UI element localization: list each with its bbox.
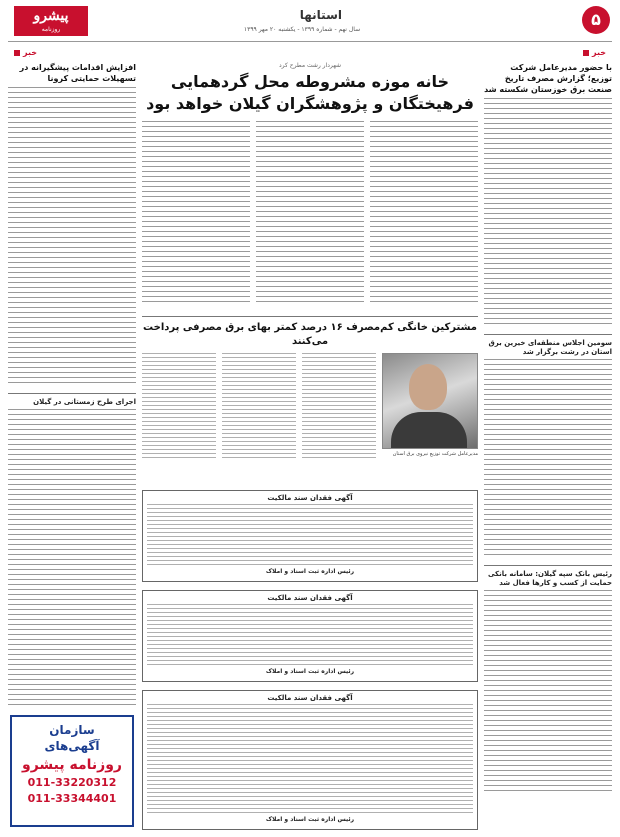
- legal-notice: [142, 490, 478, 582]
- article-body: [142, 353, 216, 461]
- main-headline: خانه موزه مشروطه محل گردهمایی فرهیختگان و پژوهشگران گیلان خواهد بود: [146, 72, 474, 113]
- notice-title: آگهی فقدان سند مالکیت: [267, 494, 353, 502]
- notice-signature: رئیس اداره ثبت اسناد و املاک: [265, 816, 355, 823]
- center-block: [142, 62, 478, 467]
- ad-phone-2: 011-33344401: [27, 792, 117, 805]
- issue-line: سال نهم - شماره ۱۳۹۹ - یکشنبه ۲۰ مهر ۱۳۹۹: [243, 26, 361, 33]
- right-column-notice-head: رئیس بانک سپه گیلان: سامانه بانکی حمایت از کسب و کارها فعال شد: [487, 570, 612, 587]
- right-column-subhead: سومین اجلاس منطقه‌ای خیرین برق استان در رشت برگزار شد: [488, 339, 612, 356]
- portrait-photo: [382, 353, 478, 449]
- ad-line-1: سازمان: [49, 723, 95, 737]
- ad-line-2: آگهی‌های: [44, 739, 100, 753]
- article-body: [370, 121, 478, 306]
- notice-body: [147, 504, 473, 566]
- logo-text: پیشرو: [33, 8, 69, 24]
- ad-line-3: روزنامه پیشرو: [22, 757, 122, 773]
- notice-title: آگهی فقدان سند مالکیت: [267, 694, 353, 702]
- article-body: [484, 359, 612, 559]
- newspaper-logo: [14, 6, 88, 36]
- divider: [484, 334, 612, 335]
- article-body: [484, 98, 612, 328]
- logo-subtext: روزنامه: [41, 26, 61, 33]
- page-number-badge: ۵: [582, 6, 610, 34]
- headline-kicker: شهردار رشت مطرح کرد: [278, 62, 342, 69]
- article-body: [484, 590, 612, 795]
- notice-signature: رئیس اداره ثبت اسناد و املاک: [265, 668, 355, 675]
- left-column: [8, 62, 136, 829]
- lead-article-columns: [142, 121, 478, 312]
- notice-body: [147, 604, 473, 666]
- left-column-headline: افزایش اقدامات پیشگیرانه در تسهیلات حمایتی کرونا: [19, 63, 136, 83]
- article-body: [8, 87, 136, 387]
- notice-title: آگهی فقدان سند مالکیت: [267, 594, 353, 602]
- masthead: [8, 4, 612, 42]
- section-title: استانها: [299, 8, 342, 22]
- notice-body: [147, 704, 473, 814]
- legal-notice: [142, 590, 478, 682]
- left-column-subhead: اجرای طرح زمستانی در گیلان: [33, 398, 136, 406]
- photo-caption: مدیرعامل شرکت توزیع نیروی برق استان: [392, 451, 478, 457]
- ad-phone-1: 011-33220312: [27, 776, 117, 789]
- advertising-box: [10, 715, 134, 827]
- article-body: [8, 409, 136, 709]
- column-tag-left: خبر: [14, 48, 37, 60]
- divider: [484, 565, 612, 566]
- notice-signature: رئیس اداره ثبت اسناد و املاک: [265, 568, 355, 575]
- divider: [142, 316, 478, 317]
- column-tag-right: خبر: [583, 48, 606, 60]
- right-column: [484, 62, 612, 829]
- legal-notice: [142, 690, 478, 830]
- divider: [8, 393, 136, 394]
- article-body: [302, 353, 376, 461]
- article-body: [256, 121, 364, 306]
- second-article-columns: [142, 353, 478, 467]
- photo-slot: [382, 353, 478, 463]
- second-headline: مشترکین خانگی کم‌مصرف ۱۶ درصد کمتر بهای برق مصرفی پرداخت می‌کنند: [143, 322, 477, 347]
- article-body: [222, 353, 296, 461]
- right-column-headline: با حضور مدیرعامل شرکت توزیع؛ گزارش مصرف تاریخ صنعت برق خوزستان شکسته شد: [484, 63, 612, 94]
- article-body: [142, 121, 250, 306]
